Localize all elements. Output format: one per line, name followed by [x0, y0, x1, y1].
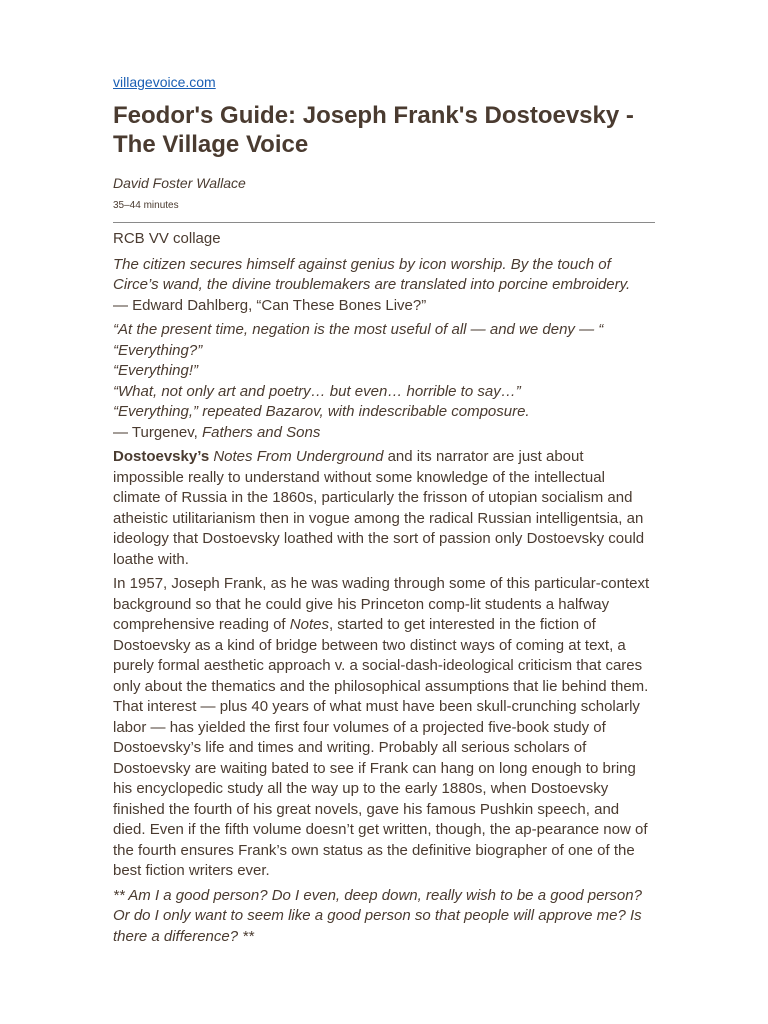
article-body	[113, 229, 655, 947]
epigraph-attribution: — Edward Dahlberg, “Can These Bones Live?”	[113, 296, 427, 314]
dialogue-line: “What, not only art and poetry… but even… horrible to say…”	[113, 382, 521, 400]
epigraph-turgenev	[113, 320, 655, 443]
epigraph-attribution	[113, 423, 655, 444]
work-title: Notes From Underground	[213, 448, 384, 465]
dialogue-line: “At the present time, negation is the most useful of all — and we deny — “	[113, 321, 604, 338]
attribution-work: Fathers and Sons	[201, 423, 321, 441]
dialogue-line: “Everything?”	[113, 341, 203, 359]
work-title: Notes	[289, 616, 329, 633]
image-caption: RCB VV collage	[113, 230, 221, 247]
paragraph-1	[113, 447, 655, 570]
attribution-prefix: — Turgenev,	[113, 423, 202, 441]
paragraph-text: , started to get interested in the fiction of Dostoevsky as a kind of bridge between two distinct ways of coming at text, a purely formal aesthetic approach v. a social-dash-ideological criticism that cares only about the thematics and the philosophical assumptions that lie behind them. That interest — plus 40 years of what must have been skull-crunching scholarly labor — has yielded the first four volumes of a projected five-book study of Dostoevsky’s life and times and writing. Probably all serious scholars of Dostoevsky are waiting bated to see if Frank can hang on long enough to bring his encyclopedic study all the way up to the early 1880s, when Dostoevsky finished the fourth of his great novels, gave his famous Pushkin speech, and died. Even if the fifth volume doesn’t get written, though, the ap-pearance now of the fourth ensures Frank’s own status as the definitive biographer of one of the best fiction writers ever.	[113, 616, 649, 879]
read-time: 35–44 minutes	[113, 200, 179, 211]
article-page	[113, 72, 655, 951]
paragraph-3: ** Am I a good person? Do I even, deep down, really wish to be a good person? Or do I only want to seem like a good person so that people will approve me? Is there a difference? **	[113, 886, 642, 945]
article-title: Feodor's Guide: Joseph Frank's Dostoevsky - The Village Voice	[113, 102, 634, 158]
paragraph-2	[113, 574, 655, 882]
paragraph-text: and its narrator are just about impossible really to understand without some knowledge of the intellectual climate of Russia in the 1860s, particularly the frisson of utopian socialism and atheistic utilitarianism then in vogue among the radical Russian intelligentsia, an ideology that Dostoevsky loathed with the sort of passion only Dostoevsky could loathe with.	[113, 448, 645, 568]
article-author: David Foster Wallace	[113, 175, 246, 191]
dialogue-line: “Everything,” repeated Bazarov, with indescribable composure.	[113, 403, 530, 420]
dialogue-line: “Everything!”	[113, 362, 199, 379]
source-link[interactable]: villagevoice.com	[113, 74, 216, 90]
epigraph-quote: The citizen secures himself against genius by icon worship. By the touch of Circe’s wand, the divine troublemakers are translated into porcine embroidery.	[113, 255, 631, 293]
header-divider	[113, 222, 655, 223]
paragraph-text: In 1957, Joseph Frank, as he was wading through some of this particular-context background so that he could give his Princeton comp-lit students a halfway comprehensive reading of	[113, 575, 650, 633]
epigraph-dahlberg	[113, 255, 655, 317]
lead-bold: Dostoevsky’s	[113, 448, 210, 465]
